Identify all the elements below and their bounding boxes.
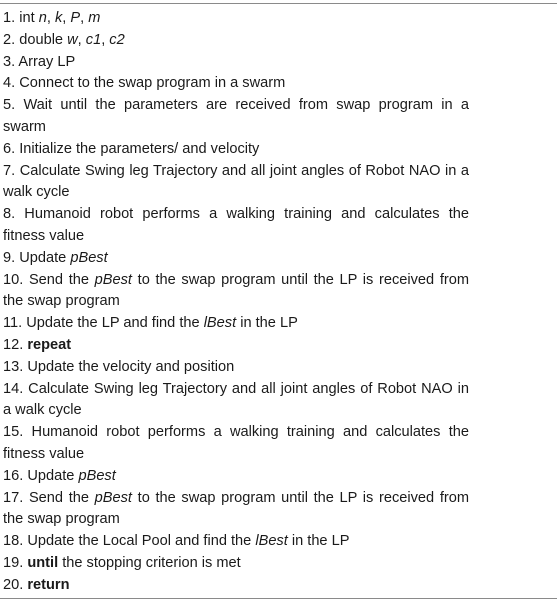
- algorithm-line-1: [3, 8, 469, 30]
- algorithm-lines: [3, 8, 469, 597]
- algorithm-line-6: [3, 139, 469, 161]
- line-text: 3. Array LP: [3, 53, 76, 70]
- line-text: ,: [101, 31, 110, 48]
- italic-term: P: [70, 10, 81, 26]
- italic-term: pBest: [94, 489, 132, 506]
- algorithm-line-18: [3, 531, 469, 553]
- algorithm-line-12: [3, 335, 469, 357]
- line-text: 11. Update the LP and find the: [3, 315, 204, 332]
- italic-term: k: [54, 10, 63, 26]
- italic-term: lBest: [203, 315, 237, 332]
- bold-keyword: repeat: [27, 336, 72, 353]
- line-text: 15. Humanoid robot performs a walking training and calculates the fitness value: [3, 424, 469, 462]
- algorithm-line-4: [3, 73, 469, 95]
- italic-term: w: [67, 31, 78, 48]
- line-text: 17. Send the: [3, 489, 95, 506]
- line-text: in the LP: [287, 533, 350, 550]
- bold-keyword: return: [27, 576, 70, 593]
- line-text: ,: [80, 10, 89, 26]
- italic-term: c2: [109, 31, 125, 48]
- algorithm-line-14: [3, 379, 469, 423]
- line-text: ,: [62, 10, 71, 26]
- italic-term: pBest: [78, 467, 116, 484]
- algorithm-line-11: [3, 313, 469, 335]
- line-text: 8. Humanoid robot performs a walking training and calculates the fitness value: [3, 206, 469, 244]
- italic-term: lBest: [255, 533, 288, 550]
- algorithm-line-17: [3, 488, 469, 532]
- italic-term: pBest: [94, 271, 132, 288]
- line-text: 10. Send the: [3, 271, 95, 288]
- algorithm-line-3: [3, 52, 469, 74]
- italic-term: m: [88, 10, 101, 26]
- algorithm-line-13: [3, 357, 469, 379]
- algorithm-line-7: [3, 161, 469, 205]
- algorithm-line-2: [3, 30, 469, 52]
- line-text: 4. Connect to the swap program in a swarm: [3, 75, 286, 92]
- line-text: 20.: [3, 576, 28, 593]
- line-text: 5. Wait until the parameters are received from swap program in a swarm: [3, 97, 469, 135]
- line-text: to the swap program until the LP is received from the swap program: [3, 271, 470, 310]
- algorithm-line-8: [3, 204, 469, 248]
- line-text: to the swap program until the LP is received from the swap program: [3, 489, 470, 528]
- line-text: in the LP: [236, 315, 298, 332]
- line-text: 7. Calculate Swing leg Trajectory and all joint angles of Robot NAO in a walk cycle: [3, 162, 469, 201]
- line-text: 19.: [3, 554, 28, 571]
- algorithm-line-19: [3, 553, 469, 575]
- italic-term: n: [38, 10, 47, 26]
- line-text: 13. Update the velocity and position: [3, 358, 235, 375]
- line-text: ,: [77, 31, 86, 48]
- algorithm-line-10: [3, 270, 469, 314]
- line-text: ,: [46, 10, 55, 26]
- italic-term: c1: [85, 31, 102, 48]
- bold-keyword: until: [27, 554, 59, 571]
- line-text: 1. int: [3, 10, 39, 26]
- italic-term: pBest: [70, 249, 108, 266]
- line-text: 9. Update: [3, 249, 71, 266]
- line-text: 14. Calculate Swing leg Trajectory and all joint angles of Robot NAO in a walk cycle: [3, 380, 469, 419]
- line-text: 12.: [3, 336, 28, 353]
- line-text: 6. Initialize the parameters/ and velocity: [3, 140, 260, 157]
- bottom-rule: [0, 598, 557, 599]
- algorithm-line-5: [3, 95, 469, 139]
- line-text: 16. Update: [3, 467, 79, 484]
- algorithm-line-20: [3, 575, 469, 597]
- algorithm-line-9: [3, 248, 469, 270]
- line-text: the stopping criterion is met: [58, 554, 241, 571]
- line-text: 18. Update the Local Pool and find the: [3, 533, 256, 550]
- top-rule: [0, 3, 557, 4]
- algorithm-line-15: [3, 422, 469, 466]
- algorithm-line-16: [3, 466, 469, 488]
- line-text: 2. double: [3, 31, 68, 48]
